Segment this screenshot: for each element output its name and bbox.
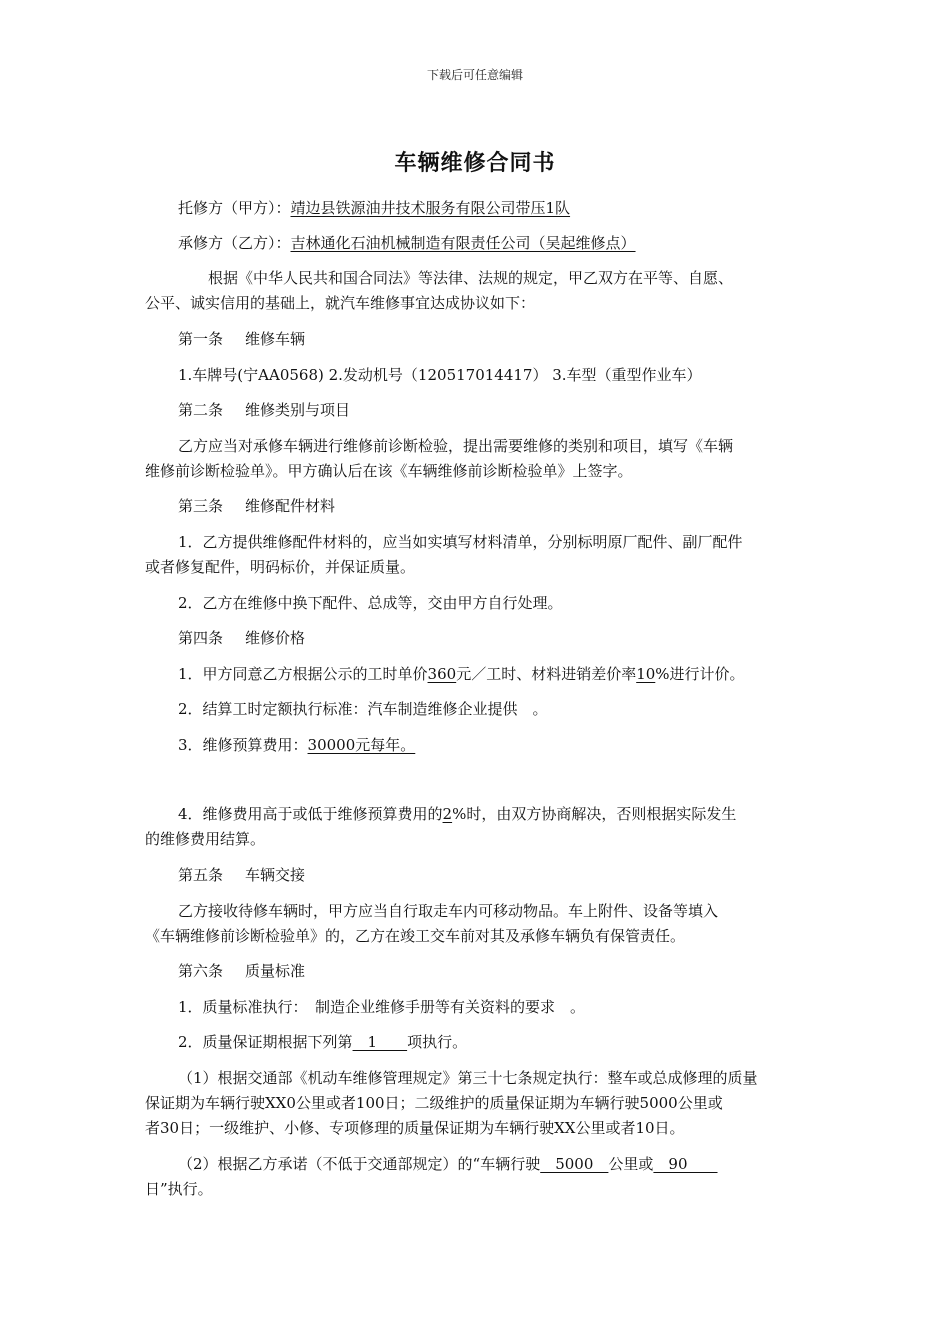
party-b-line: [178, 233, 636, 253]
article-title: 维修车辆: [245, 330, 306, 348]
article-2-para-line-1: 乙方应当对承修车辆进行维修前诊断检验，提出需要维修的类别和项目，填写《车辆: [178, 437, 734, 455]
article-1-heading: [178, 329, 305, 349]
article-4-heading: [178, 628, 305, 648]
item-text: %时，由双方协商解决，否则根据实际发生: [452, 805, 737, 823]
contract-title: 车辆维修合同书: [394, 150, 556, 176]
party-a-line: [178, 198, 570, 218]
item-text: 1．甲方同意乙方根据公示的工时单价: [178, 665, 428, 683]
article-4-item-1: [178, 664, 745, 684]
markup-rate: 10: [636, 665, 656, 683]
article-3-item-1-line-2: 或者修复配件，明码标价，并保证质量。: [145, 558, 416, 576]
intro-line-1: 根据《中华人民共和国合同法》等法律、法规的规定，甲乙双方在平等、自愿、: [208, 269, 734, 287]
vehicle-info-line: 1.车牌号(宁AA0568) 2.发动机号（120517014417） 3.车型（重型作业车）: [178, 366, 702, 384]
article-5-para-line-1: 乙方接收待修车辆时，甲方应当自行取走车内可移动物品。车上附件、设备等填入: [178, 902, 719, 920]
article-title: 维修配件材料: [245, 497, 336, 515]
item-text: 4．维修费用高于或低于维修预算费用的: [178, 805, 443, 823]
article-title: 质量标准: [245, 962, 306, 980]
item-text: %进行计价。: [655, 665, 745, 683]
warranty-clause-1-line-1: （1）根据交通部《机动车维修管理规定》第三十七条规定执行：整车或总成修理的质量: [178, 1069, 758, 1087]
article-title: 车辆交接: [245, 866, 306, 884]
party-b-name: 吉林通化石油机械制造有限责任公司（吴起维修点）: [290, 234, 636, 252]
article-6-item-2: [178, 1032, 467, 1052]
threshold-percent: 2: [442, 805, 453, 823]
article-2-heading: [178, 400, 350, 420]
article-6-item-1: 1．质量标准执行： 制造企业维修手册等有关资料的要求 。: [178, 998, 586, 1016]
article-2-para-line-2: 维修前诊断检验单》。甲方确认后在该《车辆维修前诊断检验单》上签字。: [145, 462, 633, 480]
article-4-item-4-line-1: [178, 804, 736, 824]
budget-amount: 30000元每年。: [307, 736, 416, 754]
party-a-name: 靖边县铁源油井技术服务有限公司带压1队: [290, 199, 571, 217]
article-number: 第四条: [178, 629, 224, 647]
item-text: 项执行。: [407, 1033, 468, 1051]
article-number: 第五条: [178, 866, 224, 884]
item-text: 3．维修预算费用：: [178, 736, 308, 754]
warranty-clause-1-line-3: 者30日；一级维护、小修、专项修理的质量保证期为车辆行驶XX公里或者10日。: [145, 1119, 685, 1137]
warranty-km: 5000: [540, 1155, 609, 1173]
intro-line-2: 公平、诚实信用的基础上，就汽车维修事宜达成协议如下：: [145, 294, 536, 312]
article-3-heading: [178, 496, 335, 516]
warranty-clause-2-line-2: 日”执行。: [145, 1180, 213, 1198]
article-title: 维修价格: [245, 629, 306, 647]
warranty-days: 90: [653, 1155, 718, 1173]
article-5-heading: [178, 865, 305, 885]
article-3-item-1-line-1: 1．乙方提供维修配件材料的，应当如实填写材料清单，分别标明原厂配件、副厂配件: [178, 533, 743, 551]
article-4-item-3: [178, 735, 415, 755]
warranty-clause-1-line-2: 保证期为车辆行驶XX0公里或者100日；二级维护的质量保证期为车辆行驶5000公里或: [145, 1094, 723, 1112]
warranty-clause-2-line-1: [178, 1154, 718, 1174]
item-text: 2．质量保证期根据下列第: [178, 1033, 353, 1051]
article-5-para-line-2: 《车辆维修前诊断检验单》的，乙方在竣工交车前对其及承修车辆负有保管责任。: [145, 927, 686, 945]
item-text: 公里或: [608, 1155, 654, 1173]
party-b-label: 承修方（乙方）：: [178, 234, 291, 252]
article-number: 第三条: [178, 497, 224, 515]
article-number: 第六条: [178, 962, 224, 980]
hourly-price: 360: [427, 665, 457, 683]
item-text: （2）根据乙方承诺（不低于交通部规定）的“车辆行驶: [178, 1155, 541, 1173]
party-a-label: 托修方（甲方）：: [178, 199, 291, 217]
article-number: 第二条: [178, 401, 224, 419]
article-3-item-2: 2．乙方在维修中换下配件、总成等，交由甲方自行处理。: [178, 594, 563, 612]
warranty-option: 1: [352, 1033, 408, 1051]
article-title: 维修类别与项目: [245, 401, 351, 419]
article-6-heading: [178, 961, 305, 981]
page-header-note: 下载后可任意编辑: [426, 68, 523, 82]
item-text: 元／工时、材料进销差价率: [456, 665, 637, 683]
article-4-item-4-line-2: 的维修费用结算。: [145, 830, 266, 848]
article-number: 第一条: [178, 330, 224, 348]
article-4-item-2: 2．结算工时定额执行标准：汽车制造维修企业提供 。: [178, 700, 548, 718]
